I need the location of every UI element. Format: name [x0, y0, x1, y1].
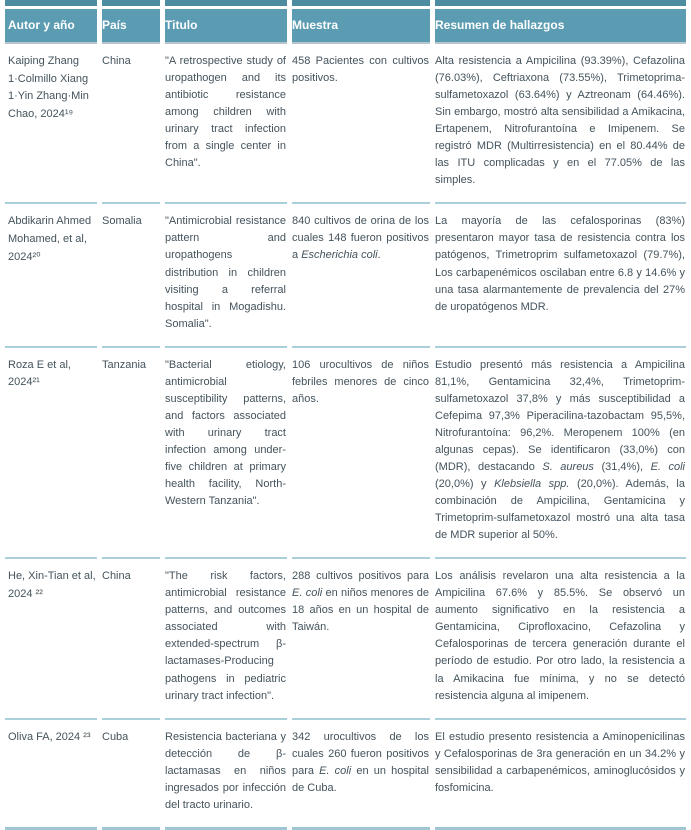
cell-titulo: "A retrospective study of uropathogen and its antibiotic resistance among children with urinary tract infection from a single center in China".: [165, 44, 287, 204]
column-header-autor-y-ano: Autor y año: [5, 0, 97, 44]
cell-resumen: El estudio presento resistencia a Aminopenicilinas y Cefalosporinas de 3ra generación en un 34.2% y sensibilidad a carbapenémicos, aminoglucósidos y fosfomicina.: [435, 720, 686, 830]
cell-autor: He, Xin-Tian et al, 2024 ²²: [5, 559, 97, 719]
table-row: [5, 44, 686, 204]
cell-autor: Roza E et al, 2024²¹: [5, 348, 97, 560]
cell-pais: China: [102, 44, 160, 204]
cell-resumen: La mayoría de las cefalosporinas (83%) presentaron mayor tasa de resistencia contra los patógenos, Trimetroprim sulfametoxazol (79.7%), Los carbapenémicos oscilaban entre 6.8 y 14.6% y una tasa alarmantemente de prevalencia del 27% de uropatógenos MDR.: [435, 204, 686, 347]
table-header-row: [5, 0, 686, 44]
column-header-titulo: Titulo: [165, 0, 287, 44]
cell-titulo: Resistencia bacteriana y detección de β-lactamasas en niños ingresados por infección del tracto urinario.: [165, 720, 287, 830]
table-row: [5, 348, 686, 560]
cell-muestra: 106 urocultivos de niños febriles menores de cinco años.: [292, 348, 430, 560]
column-header-pais: País: [102, 0, 160, 44]
cell-autor: Abdikarin Ahmed Mohamed, et al, 2024²⁰: [5, 204, 97, 347]
cell-titulo: "Antimicrobial resistance pattern and uropathogens distribution in children visiting a referral hospital in Mogadishu. Somalia".: [165, 204, 287, 347]
cell-muestra: 288 cultivos positivos para E. coli en niños menores de 18 años en un hospital de Taiwán.: [292, 559, 430, 719]
cell-titulo: "The risk factors, antimicrobial resistance patterns, and outcomes associated with extended-spectrum β-lactamases-Producing pathogens in pediatric urinary tract infection".: [165, 559, 287, 719]
table-row: [5, 204, 686, 347]
cell-muestra: 342 urocultivos de los cuales 260 fueron positivos para E. coli en un hospital de Cuba.: [292, 720, 430, 830]
cell-autor: Kaiping Zhang 1·Colmillo Xiang 1·Yin Zhang·Min Chao, 2024¹⁹: [5, 44, 97, 204]
table-row: [5, 720, 686, 830]
cell-muestra: 458 Pacientes con cultivos positivos.: [292, 44, 430, 204]
column-header-resumen: Resumen de hallazgos: [435, 0, 686, 44]
cell-resumen: Los análisis revelaron una alta resistencia a la Ampicilina 67.6% y 85.5%. Se observó un aumento significativo en la resistencia a Gentamicina, Ciprofloxacino, Cefazolina y Cefalosporinas de tercera generación durante el período de estudio. Por otro lado, la resistencia a la Amikacina fue mínima, y no se detectó resistencia alguna al imipenem.: [435, 559, 686, 719]
cell-pais: China: [102, 559, 160, 719]
cell-pais: Somalia: [102, 204, 160, 347]
cell-resumen: Alta resistencia a Ampicilina (93.39%), Cefazolina (76.03%), Ceftriaxona (73.55%), Trimetoprima-sulfametoxazol (63.64%) y Aztreonam (64.46%). Sin embargo, mostró alta sensibilidad a Amikacina, Ertapenem, Nitrofurantoína e Imipenem. Se registró MDR (Multirresistencia) en el 80.44% de las ITU complicadas y en el 77.05% de las simples.: [435, 44, 686, 204]
cell-pais: Tanzania: [102, 348, 160, 560]
cell-muestra: 840 cultivos de orina de los cuales 148 fueron positivos a Escherichia coli.: [292, 204, 430, 347]
cell-resumen: Estudio presentó más resistencia a Ampicilina 81,1%, Gentamicina 32,4%, Trimetoprim-sulfametoxazol 37,8% y más susceptibilidad a Cefepima 97,3% Piperacilina-tazobactam 95,5%, Nitrofurantoína: 96,2%. Meropenem 100% (en algunas cepas). Se identificaron (33,0%) con (MDR), destacando S. aureus (31,4%), E. coli (20,0%) y Klebsiella spp. (20,0%). Además, la combinación de Ampicilina, Gentamicina y Trimetoprim-sulfametoxazol mostró una alta tasa de MDR superior al 50%.: [435, 348, 686, 560]
cell-pais: Cuba: [102, 720, 160, 830]
cell-autor: Oliva FA, 2024 ²³: [5, 720, 97, 830]
table-row: [5, 559, 686, 719]
cell-titulo: "Bacterial etiology, antimicrobial susceptibility patterns, and factors associated with urinary tract infection among under-five children at primary health facility, North-Western Tanzania".: [165, 348, 287, 560]
column-header-muestra: Muestra: [292, 0, 430, 44]
